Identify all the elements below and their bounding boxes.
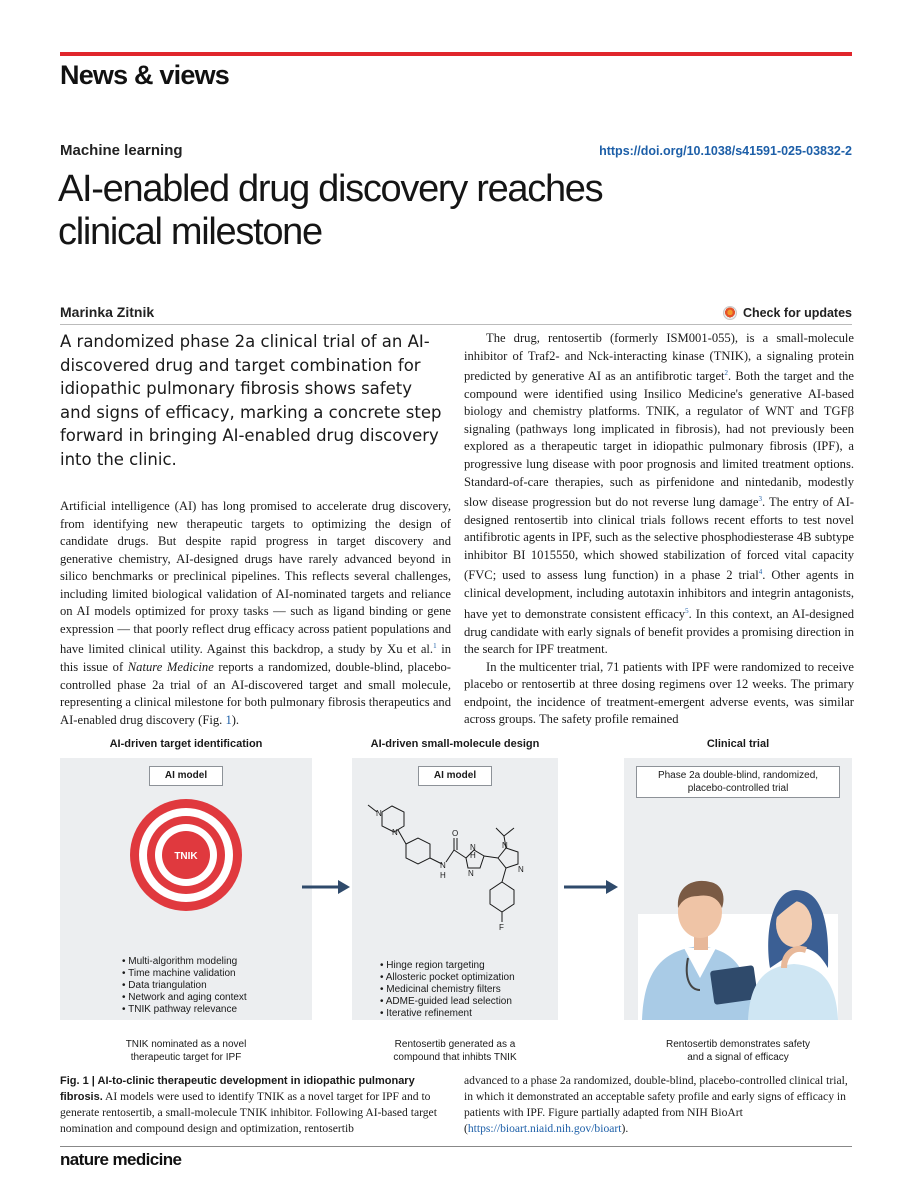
figure-caption-left: Fig. 1 | AI-to-clinic therapeutic development in idiopathic pulmonary fibrosis. AI models were used to identify TNIK as a novel target for IPF and to generate rentosertib, a small-molecule TNIK inhibitor. Following AI-based target nomination and compound design and optimization, rentosertib [60, 1075, 437, 1135]
svg-text:H: H [470, 851, 476, 860]
body-paragraph-3: In the multicenter trial, 71 patients with IPF were randomized to receive placebo or rentosertib at three dosing regimens over 12 weeks. The primary endpoint, the incidence of treatment-emergent adverse events, was similar across groups. The safety profile remained [464, 659, 854, 727]
author-name: Marinka Zitnik [60, 304, 155, 320]
panel1-box [60, 758, 312, 1020]
check-updates-button[interactable] [723, 306, 852, 320]
body-paragraph-2: The drug, rentosertib (formerly ISM001-055), is a small-molecule inhibitor of Traf2- and Nck-interacting kinase (TNIK), a signaling protein predicted by generative AI as an antifibrotic target$^2$. Both the target and the compound were identified using Insilico Medicine's generative AI-based biology and chemistry platforms. TNIK, a regulator of WNT and TGFβ signaling (pathways long implicated in fibrosis), had not previously been explored as a therapeutic target in idiopathic pulmonary fibrosis (IPF), a progressive lung disease with poor prognosis and limited treatment options. Standard-of-care therapies, such as pirfenidone and nintedanib, modestly slow disease progression but do not reverse lung damage$^3$. The entry of AI-designed rentosertib into clinical trials follows recent efforts to test novel antifibrotic agents in IPF, such as the selective phosphodiesterase 4B subtype inhibitor BI 1015550, which showed stabilization of forced vital capacity (FVC; used to assess lung function) in a phase 2 trial$^4$. Other agents in clinical development, including autotaxin inhibitors and integrin antagonists, have yet to demonstrate consistent efficacy$^5$. In this context, an AI-designed drug candidate with early signals of benefit provides a promising direction in the search for IPF treatment. [464, 331, 855, 657]
reference-link[interactable]: 3 [758, 495, 762, 504]
list-item: • Iterative refinement [380, 1008, 515, 1020]
reference-link[interactable]: 2 [724, 369, 729, 378]
list-item: • Data triangulation [122, 980, 247, 992]
figure-1 [60, 730, 852, 1070]
topic-label: Machine learning [60, 142, 183, 159]
panel2-bullet-list [380, 960, 515, 1020]
svg-text:O: O [452, 829, 459, 838]
svg-text:N: N [376, 809, 382, 818]
panel3-caption: Rentosertib demonstrates safety and a signal of efficacy [666, 1039, 810, 1063]
reference-link[interactable]: 5 [685, 606, 689, 615]
panel2-ai-model-box: AI model [418, 766, 492, 786]
target-icon [129, 798, 243, 912]
panel1-bullet-list [122, 956, 247, 1016]
article-title [58, 168, 818, 254]
standfirst: A randomized phase 2a clinical trial of an AI-discovered drug and target combination for idiopathic pulmonary fibrosis shows safety and signs of efficacy, marking a concrete step forward in bringing AI-enabled drug discovery into the clinic. [60, 332, 442, 469]
panel2-box [352, 758, 558, 1020]
panel1-heading: AI-driven target identification [109, 738, 263, 750]
list-item: • Allosteric pocket optimization [380, 972, 515, 984]
body-column-left [60, 498, 451, 729]
list-item: • Multi-algorithm modeling [122, 956, 247, 968]
svg-text:N: N [392, 828, 398, 837]
bioart-link[interactable]: https://bioart.niaid.nih.gov/bioart [467, 1122, 622, 1135]
panel1-ai-model-box: AI model [149, 766, 223, 786]
svg-text:N: N [440, 861, 446, 870]
panel2-caption: Rentosertib generated as a compound that inhibts TNIK [393, 1039, 517, 1063]
doi-link[interactable]: https://doi.org/10.1038/s41591-025-03832-2 [599, 144, 852, 158]
panel3-heading: Clinical trial [706, 738, 770, 750]
svg-text:F: F [499, 923, 504, 932]
svg-text:N: N [468, 869, 474, 878]
target-label: TNIK [174, 851, 198, 862]
header-rule [60, 52, 852, 56]
svg-text:N: N [470, 843, 476, 852]
panel2-heading: AI-driven small-molecule design [370, 738, 540, 750]
body-paragraph-1: Artificial intelligence (AI) has long promised to accelerate drug discovery, from identifying new therapeutic targets to optimizing the design of candidate drugs. But despite rapid progress in target discovery and generative chemistry, AI-designed drugs have rarely advanced beyond in silico benchmarks or preclinical pipelines. This reflects several challenges, including limited biological validation of AI-nominated targets and reliance on AI models optimized for proxy tasks — such as ligand binding or gene expression — that poorly reflect drug efficacy across patient populations and have limited clinical utility. Against this backdrop, a study by Xu et al.$^1$ in this issue of Nature Medicine reports a randomized, double-blind, placebo-controlled phase 2a trial of an AI-discovered target and small molecule, representing a clinical milestone for both pulmonary fibrosis therapeutics and AI-enabled drug discovery (Fig. 1). [60, 499, 451, 727]
molecule-structure-icon [366, 802, 546, 952]
figure-caption-right: advanced to a phase 2a randomized, double-blind, placebo-controlled clinical trial, in which it demonstrated an acceptable safety profile and early signs of efficacy in patients with IPF. Figure partially adapted from NIH BioArt (https://bioart.niaid.nih.gov/bioart). [464, 1074, 848, 1135]
arrow-right-icon [560, 878, 622, 896]
crossmark-icon [723, 306, 737, 320]
reference-link[interactable]: 4 [758, 568, 763, 577]
reference-link[interactable]: 1 [433, 642, 437, 651]
list-item: • Time machine validation [122, 968, 247, 980]
footer-divider [60, 1146, 852, 1147]
panel1-caption: TNIK nominated as a novel therapeutic target for IPF [125, 1039, 247, 1063]
svg-text:N: N [518, 865, 524, 874]
svg-text:N: N [502, 841, 508, 850]
title-line-2: clinical milestone [58, 211, 322, 253]
list-item: • Network and aging context [122, 992, 247, 1004]
panel3-box [624, 758, 852, 1020]
figure-caption-label: Fig. 1 | AI-to-clinic therapeutic development in idiopathic pulmonary fibrosis. [60, 1075, 415, 1103]
arrow-right-icon [300, 878, 352, 896]
svg-text:H: H [440, 871, 446, 880]
check-updates-label: Check for updates [742, 306, 852, 320]
journal-logo: nature medicine [60, 1150, 182, 1169]
list-item: • Medicinal chemistry filters [380, 984, 515, 996]
list-item: • ADME-guided lead selection [380, 996, 515, 1008]
figure-link[interactable]: 1 [225, 712, 232, 727]
doctor-patient-illustration [624, 818, 852, 1020]
panel3-trial-box: Phase 2a double-blind, randomized, placebo-controlled trial [636, 766, 840, 798]
author-divider [60, 324, 852, 325]
body-column-right [464, 330, 854, 729]
section-heading: News & views [60, 60, 229, 90]
title-line-1: AI-enabled drug discovery reaches [58, 168, 603, 210]
list-item: • TNIK pathway relevance [122, 1004, 247, 1016]
list-item: • Hinge region targeting [380, 960, 515, 972]
